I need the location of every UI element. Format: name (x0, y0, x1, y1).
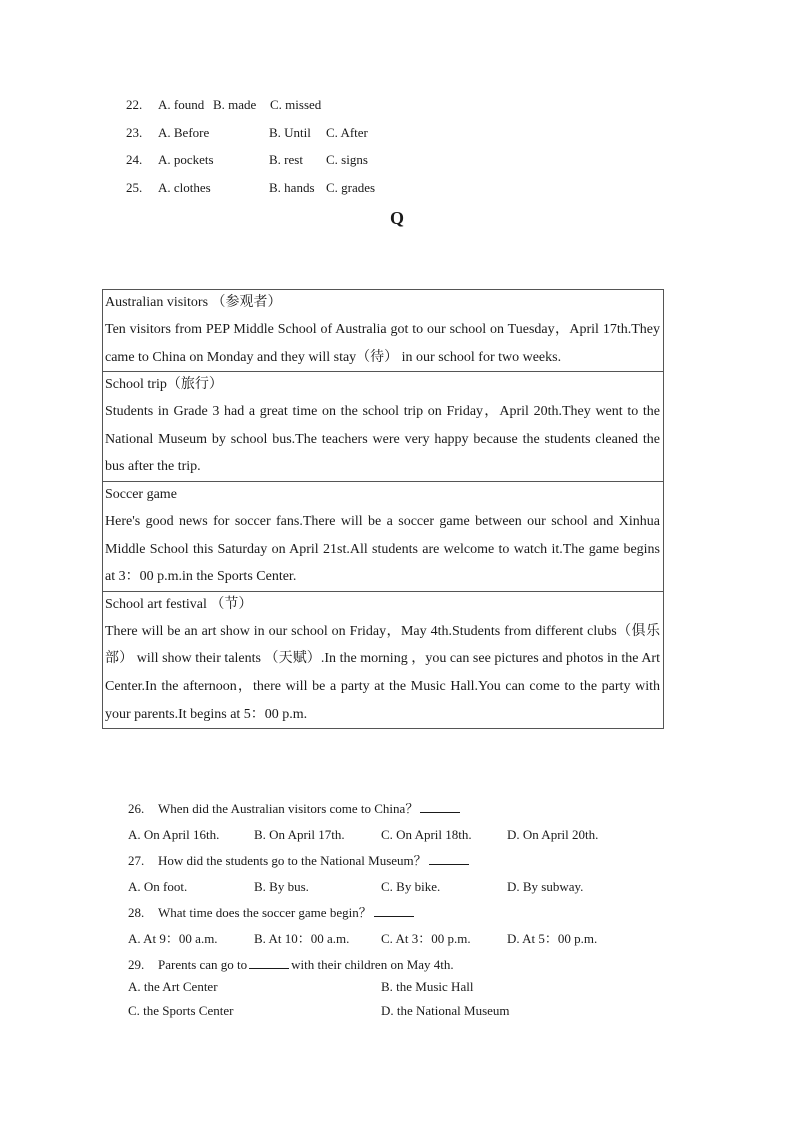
option-c: C. missed (270, 97, 322, 112)
option-c: C. signs (326, 152, 368, 167)
question-number: 22. (126, 97, 143, 112)
option-row-22 (126, 96, 426, 124)
option-row-25 (126, 179, 426, 207)
option-b[interactable]: B. At 10：00 a.m. (254, 931, 350, 946)
question-stem: What time does the soccer game begin？ (158, 905, 372, 920)
option-d[interactable]: D. At 5：00 p.m. (507, 931, 598, 946)
option-d[interactable]: D. On April 20th. (507, 827, 599, 842)
answer-blank[interactable] (249, 956, 289, 969)
option-b[interactable]: B. On April 17th. (254, 827, 345, 842)
question-number: 24. (126, 152, 143, 167)
option-a[interactable]: A. the Art Center (128, 979, 218, 994)
option-b: B. made (213, 97, 257, 112)
question-stem-start: Parents can go to (158, 957, 248, 972)
question-26 (128, 798, 648, 820)
passage-cell-art-festival (103, 591, 663, 728)
passage-title: Soccer game (105, 486, 177, 502)
reading-passage-table (102, 289, 664, 729)
question-28-options (128, 924, 648, 954)
option-a: A. Before (158, 124, 210, 140)
option-a[interactable]: A. On April 16th. (128, 827, 220, 842)
option-d[interactable]: D. By subway. (507, 879, 584, 894)
question-number: 27. (128, 853, 145, 868)
question-29-options-row-2 (128, 1000, 648, 1024)
question-number: 29. (128, 957, 145, 972)
option-c: C. After (326, 124, 368, 140)
passage-cell-visitors (103, 290, 663, 371)
option-b[interactable]: B. the Music Hall (381, 979, 474, 994)
option-b[interactable]: B. By bus. (254, 879, 309, 894)
answer-blank[interactable] (420, 800, 460, 813)
option-a[interactable]: A. On foot. (128, 879, 188, 894)
answer-blank[interactable] (429, 852, 469, 865)
passage-body: Here's good news for soccer fans.There will be a soccer game between our school and Xinhua Middle School this Saturday on April 21st.All students are welcome to watch it.The game begins at 3：00 p.m.in the Sports Center. (105, 513, 660, 585)
option-a[interactable]: A. At 9：00 a.m. (128, 931, 218, 946)
question-number: 26. (128, 801, 145, 816)
passage-body: Ten visitors from PEP Middle School of Australia got to our school on Tuesday，April 17th.They came to China on Monday and they will stay（待） in our school for two weeks. (105, 322, 660, 365)
question-27 (128, 850, 648, 872)
option-c[interactable]: C. At 3：00 p.m. (381, 931, 471, 946)
question-27-options (128, 872, 648, 902)
passage-cell-school-trip (103, 371, 663, 481)
passage-title: Australian visitors （参观者） (105, 295, 282, 310)
question-number: 25. (126, 179, 143, 195)
question-stem-end: with their children on May 4th. (291, 957, 454, 972)
option-b: B. Until (269, 124, 311, 140)
option-d[interactable]: D. the National Museum (381, 1003, 510, 1018)
passage-title: School trip（旅行） (105, 377, 223, 393)
option-c[interactable]: C. By bike. (381, 879, 441, 894)
question-stem: When did the Australian visitors come to China？ (158, 801, 419, 816)
section-heading: Q (389, 208, 404, 228)
option-c: C. grades (326, 179, 376, 195)
question-28 (128, 902, 648, 924)
question-stem: How did the students go to the National Museum？ (158, 853, 427, 868)
passage-body: Students in Grade 3 had a great time on the school trip on Friday，April 20th.They went to the National Museum by school bus.The teachers were very happy because the students cleaned the bus after the trip. (105, 404, 660, 475)
option-row-24 (126, 151, 426, 179)
answer-blank[interactable] (374, 904, 414, 917)
passage-cell-soccer-game (103, 481, 663, 591)
question-29-options-row-1 (128, 976, 648, 1000)
question-number: 23. (126, 124, 143, 140)
question-29 (128, 954, 648, 976)
option-row-23 (126, 124, 426, 152)
question-number: 28. (128, 905, 145, 920)
option-c[interactable]: C. On April 18th. (381, 827, 472, 842)
option-a: A. pockets (158, 152, 214, 167)
option-c[interactable]: C. the Sports Center (128, 1003, 234, 1018)
questions-list (128, 798, 648, 1024)
question-26-options (128, 820, 648, 850)
passage-title: School art festival （节） (105, 596, 253, 612)
option-a: A. clothes (158, 179, 211, 195)
passage-body: There will be an art show in our school on Friday，May 4th.Students from different clubs（俱乐部） will show their talents （天赋）.In the morning ，you can see pictures and photos in the Art Center.In the afternoon，there will be a party at the Music Hall.You can come to the party with your parents.It begins at 5：00 p.m. (105, 623, 660, 722)
option-a: A. found (158, 97, 205, 112)
top-options-list (126, 96, 426, 206)
option-b: B. rest (269, 152, 303, 167)
option-b: B. hands (269, 179, 315, 195)
